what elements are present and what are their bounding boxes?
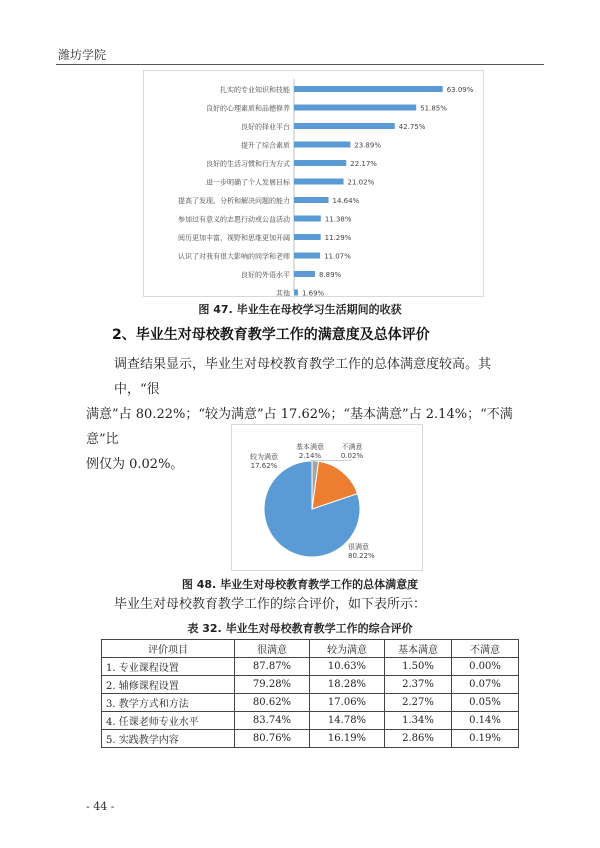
table-cell: 1.50% [385, 658, 452, 676]
table-cell: 0.05% [452, 694, 519, 712]
header-divider [56, 64, 544, 65]
table-cell: 1. 专业课程设置 [102, 658, 235, 676]
bar-mark [294, 234, 321, 240]
table-header-cell: 基本满意 [385, 640, 452, 658]
table-header-cell: 较为满意 [310, 640, 385, 658]
table-cell: 83.74% [235, 712, 310, 730]
table-cell: 4. 任课老师专业水平 [102, 712, 235, 730]
bar-category-label: 良好的心理素质和品德修养 [206, 104, 290, 113]
bar-value-label: 1.69% [301, 289, 325, 296]
table-cell: 16.19% [310, 730, 385, 748]
table-cell: 17.06% [310, 694, 385, 712]
bar-mark [294, 123, 395, 129]
table-cell: 79.28% [235, 676, 310, 694]
pie-leader-line [312, 460, 352, 461]
table-header-row [102, 640, 519, 658]
table-header-cell: 不满意 [452, 640, 519, 658]
table-cell: 3. 教学方式和方法 [102, 694, 235, 712]
table32 [101, 639, 519, 748]
table-cell: 0.07% [452, 676, 519, 694]
table-header-cell: 评价项目 [102, 640, 235, 658]
paragraph2: 毕业生对母校教育教学工作的综合评价，如下表所示： [114, 597, 427, 612]
table-cell: 2.86% [385, 730, 452, 748]
figure47-chart [143, 70, 484, 297]
table32-caption: 表 32. 毕业生对母校教育教学工作的综合评价 [187, 622, 413, 635]
table-row [102, 730, 519, 748]
table-cell: 5. 实践教学内容 [102, 730, 235, 748]
bar-chart-svg [144, 71, 483, 296]
bar-category-label: 提高了发现、分析和解决问题的能力 [178, 197, 290, 205]
pie-category-label: 较为满意 [250, 453, 278, 461]
paragraph1-line1: 调查结果显示，毕业生对母校教育教学工作的总体满意度较高。其中，“很 [114, 357, 492, 397]
table-cell: 0.00% [452, 658, 519, 676]
bar-category-label: 认识了对我有很大影响的同学和老师 [178, 252, 290, 261]
bar-mark [294, 179, 344, 185]
bar-value-label: 14.64% [332, 197, 360, 205]
bar-mark [294, 271, 315, 277]
paragraph1-line3: 例仅为 0.02%。 [86, 457, 184, 472]
paragraph1-line2: 满意”占 80.22%；“较为满意”占 17.62%；“基本满意”占 2.14%；“不满意”比 [86, 407, 513, 447]
bar-mark [294, 216, 321, 222]
table-cell: 18.28% [310, 676, 385, 694]
figure48-caption: 图 48. 毕业生对母校教育教学工作的总体满意度 [181, 578, 419, 591]
table-cell: 2.37% [385, 676, 452, 694]
bar-value-label: 11.07% [324, 252, 351, 261]
bar-value-label: 11.38% [324, 215, 352, 224]
bar-mark [294, 105, 416, 111]
bar-category-label: 参加过有意义的志愿行动或公益活动 [178, 215, 290, 224]
bar-category-label: 扎实的专业知识和技能 [220, 86, 290, 94]
bar-value-label: 22.17% [350, 160, 377, 168]
pie-value-label: 17.62% [250, 462, 278, 470]
bar-category-label: 良好的外语水平 [241, 271, 290, 279]
table-row [102, 712, 519, 730]
table-row [102, 694, 519, 712]
table-cell: 0.14% [452, 712, 519, 730]
table-cell: 1.34% [385, 712, 452, 730]
bar-value-label: 23.89% [354, 141, 382, 150]
bar-mark [294, 253, 320, 259]
pie-category-label: 基本满意 [296, 443, 324, 451]
pie-value-label: 80.22% [348, 552, 375, 560]
pie-category-label: 很满意 [348, 543, 369, 551]
figure47-caption: 图 47. 毕业生在母校学习生活期间的收获 [198, 303, 402, 316]
table-cell: 80.62% [235, 694, 310, 712]
bar-category-label: 良好的择业平台 [241, 123, 290, 131]
table-row [102, 658, 519, 676]
bar-mark [294, 142, 350, 148]
bar-category-label: 良好的生活习惯和行为方式 [206, 160, 290, 168]
bar-value-label: 11.29% [324, 234, 352, 242]
bar-mark [294, 290, 298, 296]
table-cell: 87.87% [235, 658, 310, 676]
bar-mark [294, 197, 329, 203]
bar-value-label: 63.09% [446, 86, 474, 94]
page-number: - 44 - [86, 800, 115, 813]
bar-mark [294, 160, 346, 166]
table-row [102, 676, 519, 694]
figure48-chart [231, 424, 423, 571]
section-title: 2、毕业生对母校教育教学工作的满意度及总体评价 [112, 327, 430, 343]
bar-value-label: 21.02% [347, 178, 375, 187]
table-cell: 80.76% [235, 730, 310, 748]
table-cell: 10.63% [310, 658, 385, 676]
pie-value-label: 2.14% [298, 452, 322, 460]
table-cell: 0.19% [452, 730, 519, 748]
table-cell: 14.78% [310, 712, 385, 730]
table-cell: 2.27% [385, 694, 452, 712]
bar-value-label: 8.89% [318, 271, 342, 279]
bar-category-label: 进一步明确了个人发展目标 [206, 178, 290, 187]
header-title: 潍坊学院 [58, 48, 107, 62]
bar-category-label: 阅历更加丰富，视野和思维更加开阔 [178, 234, 290, 242]
bar-value-label: 42.75% [398, 123, 426, 131]
bar-category-label: 其他 [276, 289, 290, 296]
table-header-cell: 很满意 [235, 640, 310, 658]
bar-category-label: 提升了综合素质 [241, 141, 290, 150]
bar-mark [294, 86, 443, 92]
table-cell: 2. 辅修课程设置 [102, 676, 235, 694]
bar-value-label: 51.85% [420, 104, 447, 113]
pie-value-label: 0.02% [340, 452, 364, 460]
pie-chart-svg [232, 425, 422, 570]
pie-category-label: 不满意 [341, 443, 363, 451]
